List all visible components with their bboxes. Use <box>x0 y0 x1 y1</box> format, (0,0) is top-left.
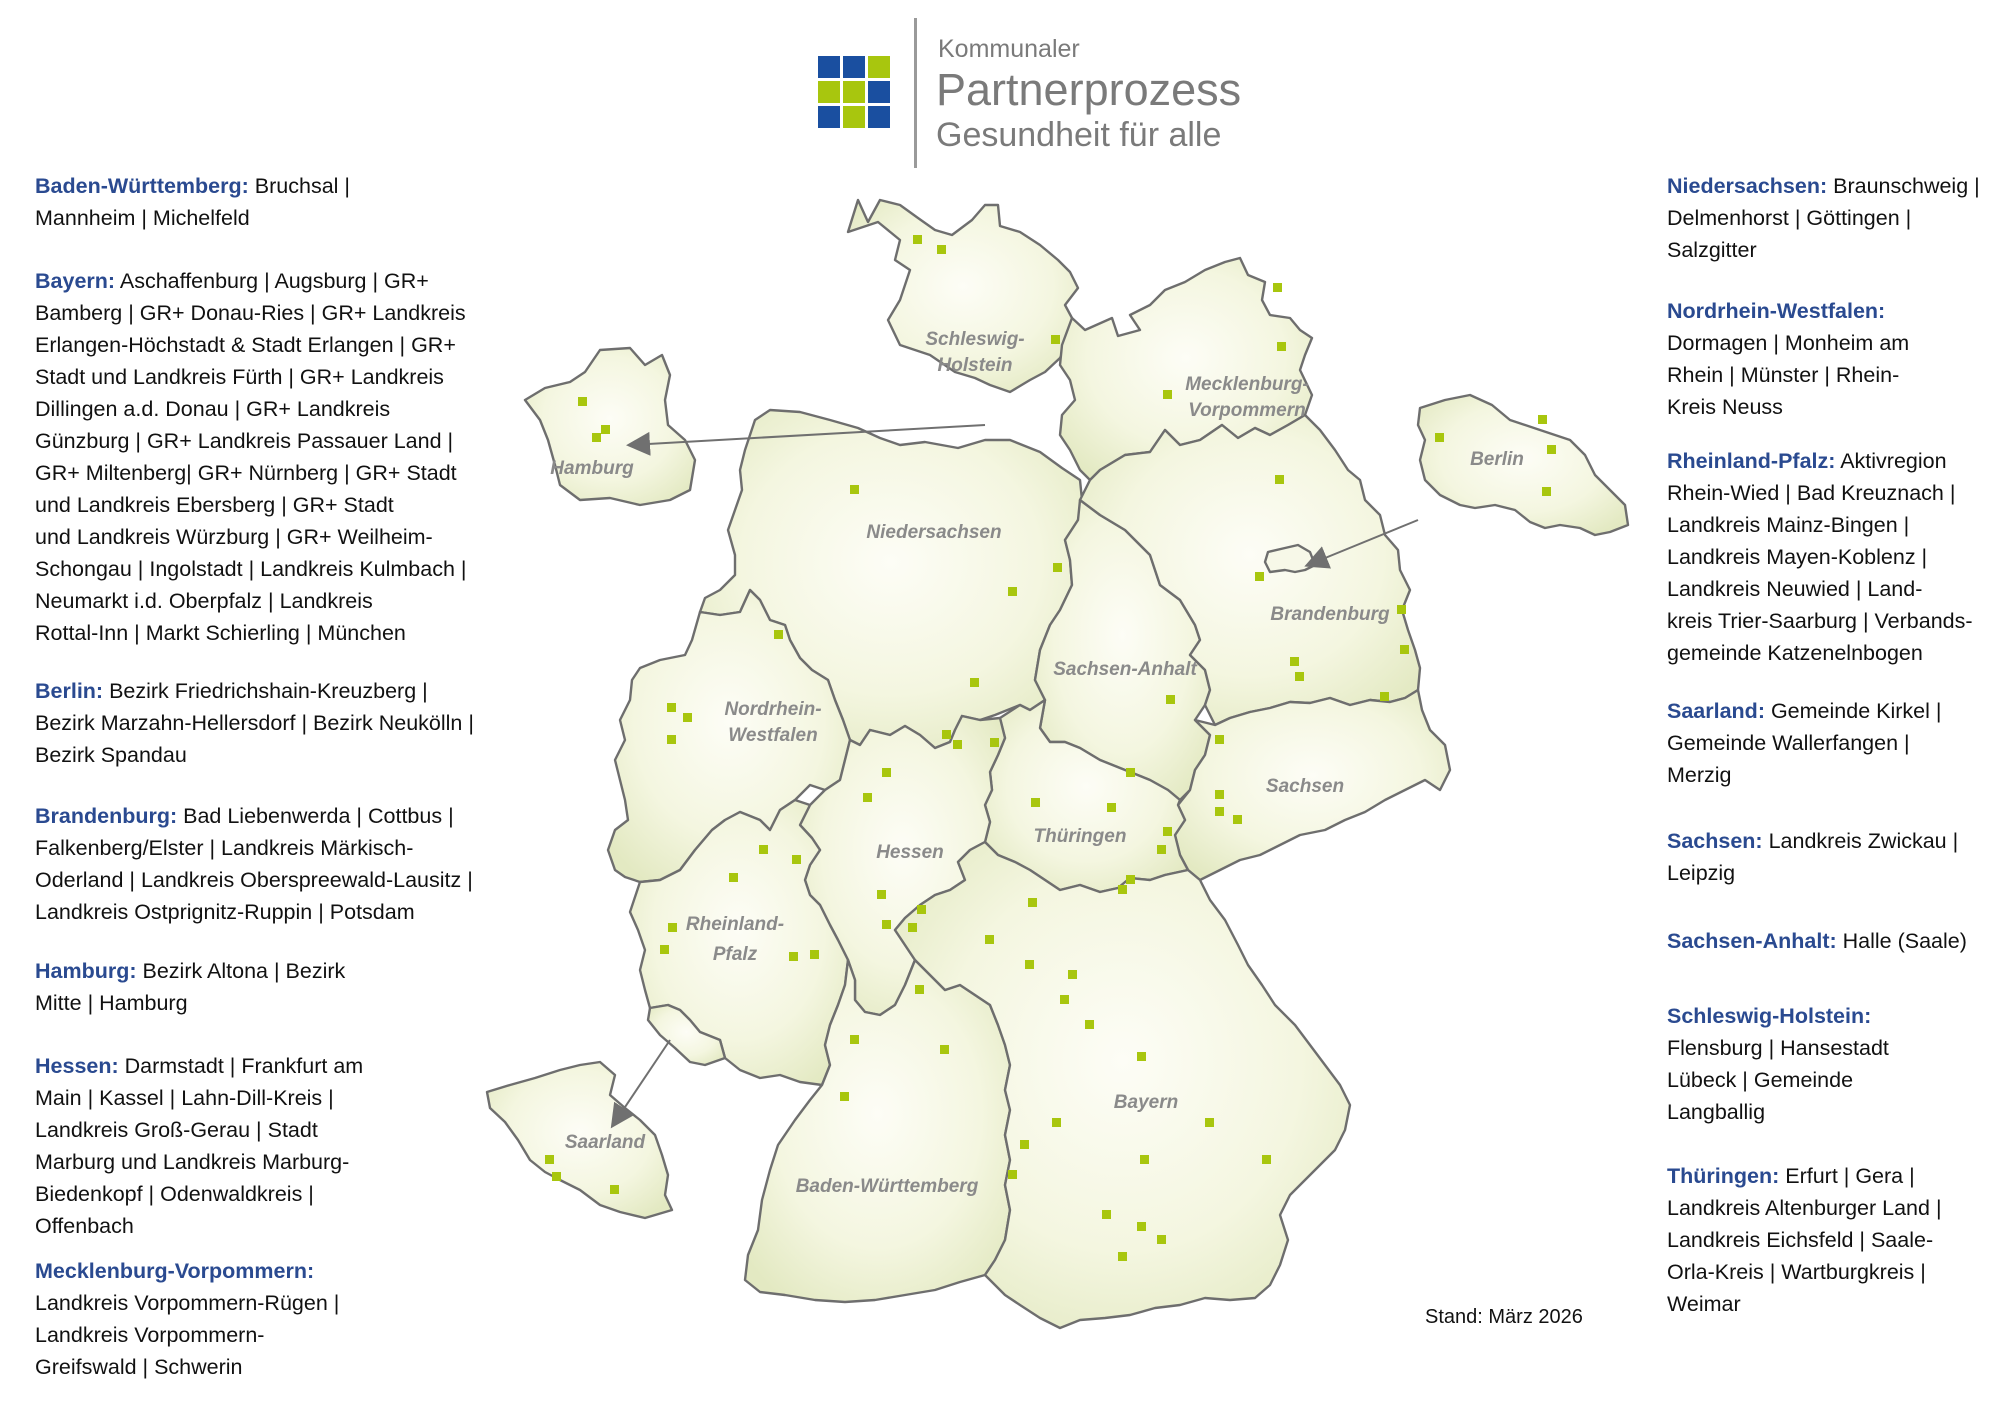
location-marker <box>863 793 872 802</box>
state-heading: Niedersachsen: <box>1667 174 1828 198</box>
entry-line: Bezirk Marzahn-Hellersdorf | Bezirk Neukölln | <box>35 711 474 735</box>
entry-line: Dormagen | Monheim am <box>1667 331 1910 355</box>
entry-line: Kreis Neuss <box>1667 395 1783 419</box>
location-marker <box>937 245 946 254</box>
entry-line: Marburg und Landkreis Marburg- <box>35 1150 350 1174</box>
location-marker <box>1400 645 1409 654</box>
logo-line-partnerprozess: Partnerprozess <box>936 64 1242 115</box>
location-marker <box>668 923 677 932</box>
saarland-arrow <box>613 1040 670 1125</box>
location-marker <box>683 713 692 722</box>
location-marker <box>1060 995 1069 1004</box>
location-marker <box>882 768 891 777</box>
location-marker <box>601 425 610 434</box>
entry-line: Bad Liebenwerda | Cottbus | <box>177 804 454 828</box>
label-sachsen-anhalt: Sachsen-Anhalt <box>1053 659 1197 680</box>
entry-line: Biedenkopf | Odenwaldkreis | <box>35 1182 314 1206</box>
label-hamburg: Hamburg <box>550 458 634 479</box>
logo <box>818 18 1258 168</box>
entry-line: Aktivregion <box>1835 449 1947 473</box>
location-marker <box>1028 898 1037 907</box>
label-brandenburg: Brandenburg <box>1270 604 1390 625</box>
entry-line: Delmenhorst | Göttingen | <box>1667 206 1912 230</box>
state-heading: Rheinland-Pfalz: <box>1667 449 1836 473</box>
entry-line: Langballig <box>1667 1100 1766 1124</box>
entry-line: Mannheim | Michelfeld <box>35 206 250 230</box>
list-entry-nordrhein-westfalen <box>1667 295 1909 423</box>
location-marker <box>1157 845 1166 854</box>
location-marker <box>985 935 994 944</box>
location-marker <box>1118 1252 1127 1261</box>
location-marker <box>850 485 859 494</box>
location-marker <box>1107 803 1116 812</box>
location-marker <box>1031 798 1040 807</box>
location-marker <box>759 845 768 854</box>
list-entry-berlin <box>35 675 474 771</box>
label-rheinland-pfalz: Rheinland-Pfalz <box>685 914 785 965</box>
list-entry-hamburg <box>35 955 345 1019</box>
state-heading: Nordrhein-Westfalen: <box>1667 299 1886 323</box>
entry-line: Bezirk Spandau <box>35 743 187 767</box>
label-schleswig-holstein: Schleswig-Holstein <box>925 329 1025 376</box>
label-thueringen: Thüringen <box>1033 826 1127 847</box>
location-marker <box>1085 1020 1094 1029</box>
location-marker <box>1157 1235 1166 1244</box>
location-marker <box>1137 1052 1146 1061</box>
location-marker <box>1547 445 1556 454</box>
logo-mark-icon <box>818 56 892 130</box>
location-marker <box>1068 970 1077 979</box>
state-heading: Brandenburg: <box>35 804 178 828</box>
entry-line: Orla-Kreis | Wartburgkreis | <box>1667 1260 1926 1284</box>
entry-line: Lübeck | Gemeinde <box>1667 1068 1854 1092</box>
location-marker <box>667 735 676 744</box>
state-heading: Schleswig-Holstein: <box>1667 1004 1872 1028</box>
list-entry-baden-wuerttemberg <box>35 170 350 234</box>
location-marker <box>1233 815 1242 824</box>
list-entry-thueringen <box>1667 1160 1942 1320</box>
entry-line: Landkreis Neuwied | Land- <box>1667 577 1923 601</box>
location-marker <box>953 740 962 749</box>
entry-line: Landkreis Mainz-Bingen | <box>1667 513 1910 537</box>
location-marker <box>877 890 886 899</box>
location-marker <box>1008 587 1017 596</box>
entry-line: Erlangen-Höchstadt & Stadt Erlangen | GR+ <box>35 333 456 357</box>
entry-line: Landkreis Zwickau | <box>1762 829 1959 853</box>
entry-line: Landkreis Mayen-Koblenz | <box>1667 545 1928 569</box>
location-marker <box>729 873 738 882</box>
location-marker <box>792 855 801 864</box>
entry-line: Gemeinde Kirkel | <box>1764 699 1942 723</box>
location-marker <box>1205 1118 1214 1127</box>
location-marker <box>1435 433 1444 442</box>
location-marker <box>810 950 819 959</box>
location-marker <box>610 1185 619 1194</box>
entry-line: Merzig <box>1667 763 1732 787</box>
list-entry-bayern <box>35 265 467 649</box>
entry-line: Neumarkt i.d. Oberpfalz | Landkreis <box>35 589 373 613</box>
entry-line: Landkreis Eichsfeld | Saale- <box>1667 1228 1934 1252</box>
state-heading: Hamburg: <box>35 959 137 983</box>
location-marker <box>915 985 924 994</box>
label-saarland: Saarland <box>564 1132 646 1153</box>
entry-line: Halle (Saale) <box>1836 929 1967 953</box>
list-entry-hessen <box>35 1050 363 1242</box>
entry-line: Flensburg | Hansestadt <box>1667 1036 1889 1060</box>
entry-line: Greifswald | Schwerin <box>35 1355 243 1379</box>
location-marker <box>970 678 979 687</box>
list-entry-sachsen-anhalt <box>1667 925 1967 957</box>
entry-line: Oderland | Landkreis Oberspreewald-Lausitz | <box>35 868 473 892</box>
list-entry-rheinland-pfalz <box>1667 445 1973 669</box>
logo-divider <box>914 18 917 168</box>
entry-line: Landkreis Vorpommern- <box>35 1323 265 1347</box>
entry-line: gemeinde Katzenelnbogen <box>1667 641 1923 665</box>
location-marker <box>1295 672 1304 681</box>
location-marker <box>1025 960 1034 969</box>
label-berlin: Berlin <box>1470 449 1524 470</box>
location-marker <box>552 1172 561 1181</box>
location-marker <box>1275 475 1284 484</box>
location-marker <box>840 1092 849 1101</box>
entry-line: Gemeinde Wallerfangen | <box>1667 731 1910 755</box>
location-marker <box>660 945 669 954</box>
location-marker <box>882 920 891 929</box>
location-marker <box>1102 1210 1111 1219</box>
entry-line: Dillingen a.d. Donau | GR+ Landkreis <box>35 397 391 421</box>
entry-line: GR+ Miltenberg| GR+ Nürnberg | GR+ Stadt <box>35 461 457 485</box>
location-marker <box>667 703 676 712</box>
label-sachsen: Sachsen <box>1265 776 1345 797</box>
location-marker <box>1020 1140 1029 1149</box>
location-marker <box>1118 885 1127 894</box>
state-heading: Saarland: <box>1667 699 1765 723</box>
entry-line: Stadt und Landkreis Fürth | GR+ Landkreis <box>35 365 444 389</box>
entry-line: Landkreis Groß-Gerau | Stadt <box>35 1118 318 1142</box>
list-entry-sachsen <box>1667 825 1958 889</box>
entry-line: Bezirk Friedrichshain-Kreuzberg | <box>103 679 428 703</box>
state-heading: Mecklenburg-Vorpommern: <box>35 1259 315 1283</box>
location-marker <box>1255 572 1264 581</box>
location-marker <box>1051 335 1060 344</box>
label-niedersachsen: Niedersachsen <box>866 522 1002 543</box>
entry-line: Bamberg | GR+ Donau-Ries | GR+ Landkreis <box>35 301 466 325</box>
location-marker <box>1215 807 1224 816</box>
entry-line: Rhein-Wied | Bad Kreuznach | <box>1667 481 1956 505</box>
entry-line: Rhein | Münster | Rhein- <box>1667 363 1900 387</box>
location-marker <box>1166 695 1175 704</box>
location-marker <box>942 730 951 739</box>
location-marker <box>1052 1118 1061 1127</box>
location-marker <box>1126 768 1135 777</box>
list-entry-niedersachsen <box>1667 170 1980 266</box>
entry-line: Aschaffenburg | Augsburg | GR+ <box>115 269 429 293</box>
entry-line: und Landkreis Würzburg | GR+ Weilheim- <box>35 525 433 549</box>
entry-line: Landkreis Vorpommern-Rügen | <box>35 1291 340 1315</box>
entry-line: kreis Trier-Saarburg | Verbands- <box>1667 609 1973 633</box>
location-marker <box>789 952 798 961</box>
label-baden-wuerttemberg: Baden-Württemberg <box>795 1176 979 1197</box>
entry-line: Landkreis Altenburger Land | <box>1667 1196 1942 1220</box>
entry-line: Braunschweig | <box>1827 174 1980 198</box>
entry-line: Günzburg | GR+ Landkreis Passauer Land | <box>35 429 454 453</box>
state-heading: Bayern: <box>35 269 116 293</box>
state-heading: Berlin: <box>35 679 104 703</box>
location-marker <box>1008 1170 1017 1179</box>
state-heading: Thüringen: <box>1667 1164 1780 1188</box>
label-nordrhein-westfalen: Nordrhein-Westfalen <box>724 699 822 746</box>
location-marker <box>578 397 587 406</box>
location-marker <box>1140 1155 1149 1164</box>
entry-line: und Landkreis Ebersberg | GR+ Stadt <box>35 493 394 517</box>
location-marker <box>1380 692 1389 701</box>
stand-date: Stand: März 2026 <box>1425 1306 1583 1328</box>
location-marker <box>1273 283 1282 292</box>
entry-line: Offenbach <box>35 1214 134 1238</box>
state-heading: Sachsen: <box>1667 829 1763 853</box>
location-marker <box>990 738 999 747</box>
location-marker <box>850 1035 859 1044</box>
state-heading: Sachsen-Anhalt: <box>1667 929 1837 953</box>
logo-line-gesundheit: Gesundheit für alle <box>936 116 1222 154</box>
location-marker <box>1126 875 1135 884</box>
location-marker <box>917 905 926 914</box>
location-marker <box>1397 605 1406 614</box>
entry-line: Weimar <box>1667 1292 1741 1316</box>
list-entry-saarland <box>1667 695 1941 791</box>
location-marker <box>545 1155 554 1164</box>
location-marker <box>1542 487 1551 496</box>
location-marker <box>1215 735 1224 744</box>
entry-line: Mitte | Hamburg <box>35 991 188 1015</box>
label-hessen: Hessen <box>876 842 944 863</box>
location-marker <box>940 1045 949 1054</box>
entry-line: Landkreis Ostprignitz-Ruppin | Potsdam <box>35 900 415 924</box>
location-marker <box>913 235 922 244</box>
list-entry-mecklenburg-vorpommern <box>35 1255 339 1383</box>
label-mecklenburg-vorpommern: Mecklenburg-Vorpommern <box>1185 374 1309 421</box>
location-marker <box>1262 1155 1271 1164</box>
state-heading: Baden-Württemberg: <box>35 174 249 198</box>
entry-line: Schongau | Ingolstadt | Landkreis Kulmbach | <box>35 557 467 581</box>
location-marker <box>1215 790 1224 799</box>
entry-line: Darmstadt | Frankfurt am <box>118 1054 364 1078</box>
entry-line: Bezirk Altona | Bezirk <box>136 959 346 983</box>
location-marker <box>1538 415 1547 424</box>
location-marker <box>1163 390 1172 399</box>
location-marker <box>1053 563 1062 572</box>
label-bayern: Bayern <box>1113 1092 1179 1113</box>
entry-line: Erfurt | Gera | <box>1779 1164 1915 1188</box>
list-entry-brandenburg <box>35 800 473 928</box>
entry-line: Falkenberg/Elster | Landkreis Märkisch- <box>35 836 414 860</box>
entry-line: Main | Kassel | Lahn-Dill-Kreis | <box>35 1086 334 1110</box>
state-heading: Hessen: <box>35 1054 119 1078</box>
location-marker <box>592 433 601 442</box>
entry-line: Salzgitter <box>1667 238 1757 262</box>
location-marker <box>1290 657 1299 666</box>
entry-line: Rottal-Inn | Markt Schierling | München <box>35 621 406 645</box>
list-entry-schleswig-holstein <box>1667 1000 1889 1128</box>
location-marker <box>908 923 917 932</box>
location-marker <box>1163 827 1172 836</box>
location-marker <box>1277 342 1286 351</box>
entry-line: Bruchsal | <box>248 174 350 198</box>
location-marker <box>1137 1222 1146 1231</box>
location-marker <box>774 630 783 639</box>
entry-line: Leipzig <box>1667 861 1736 885</box>
logo-line-kommunaler: Kommunaler <box>938 35 1080 63</box>
